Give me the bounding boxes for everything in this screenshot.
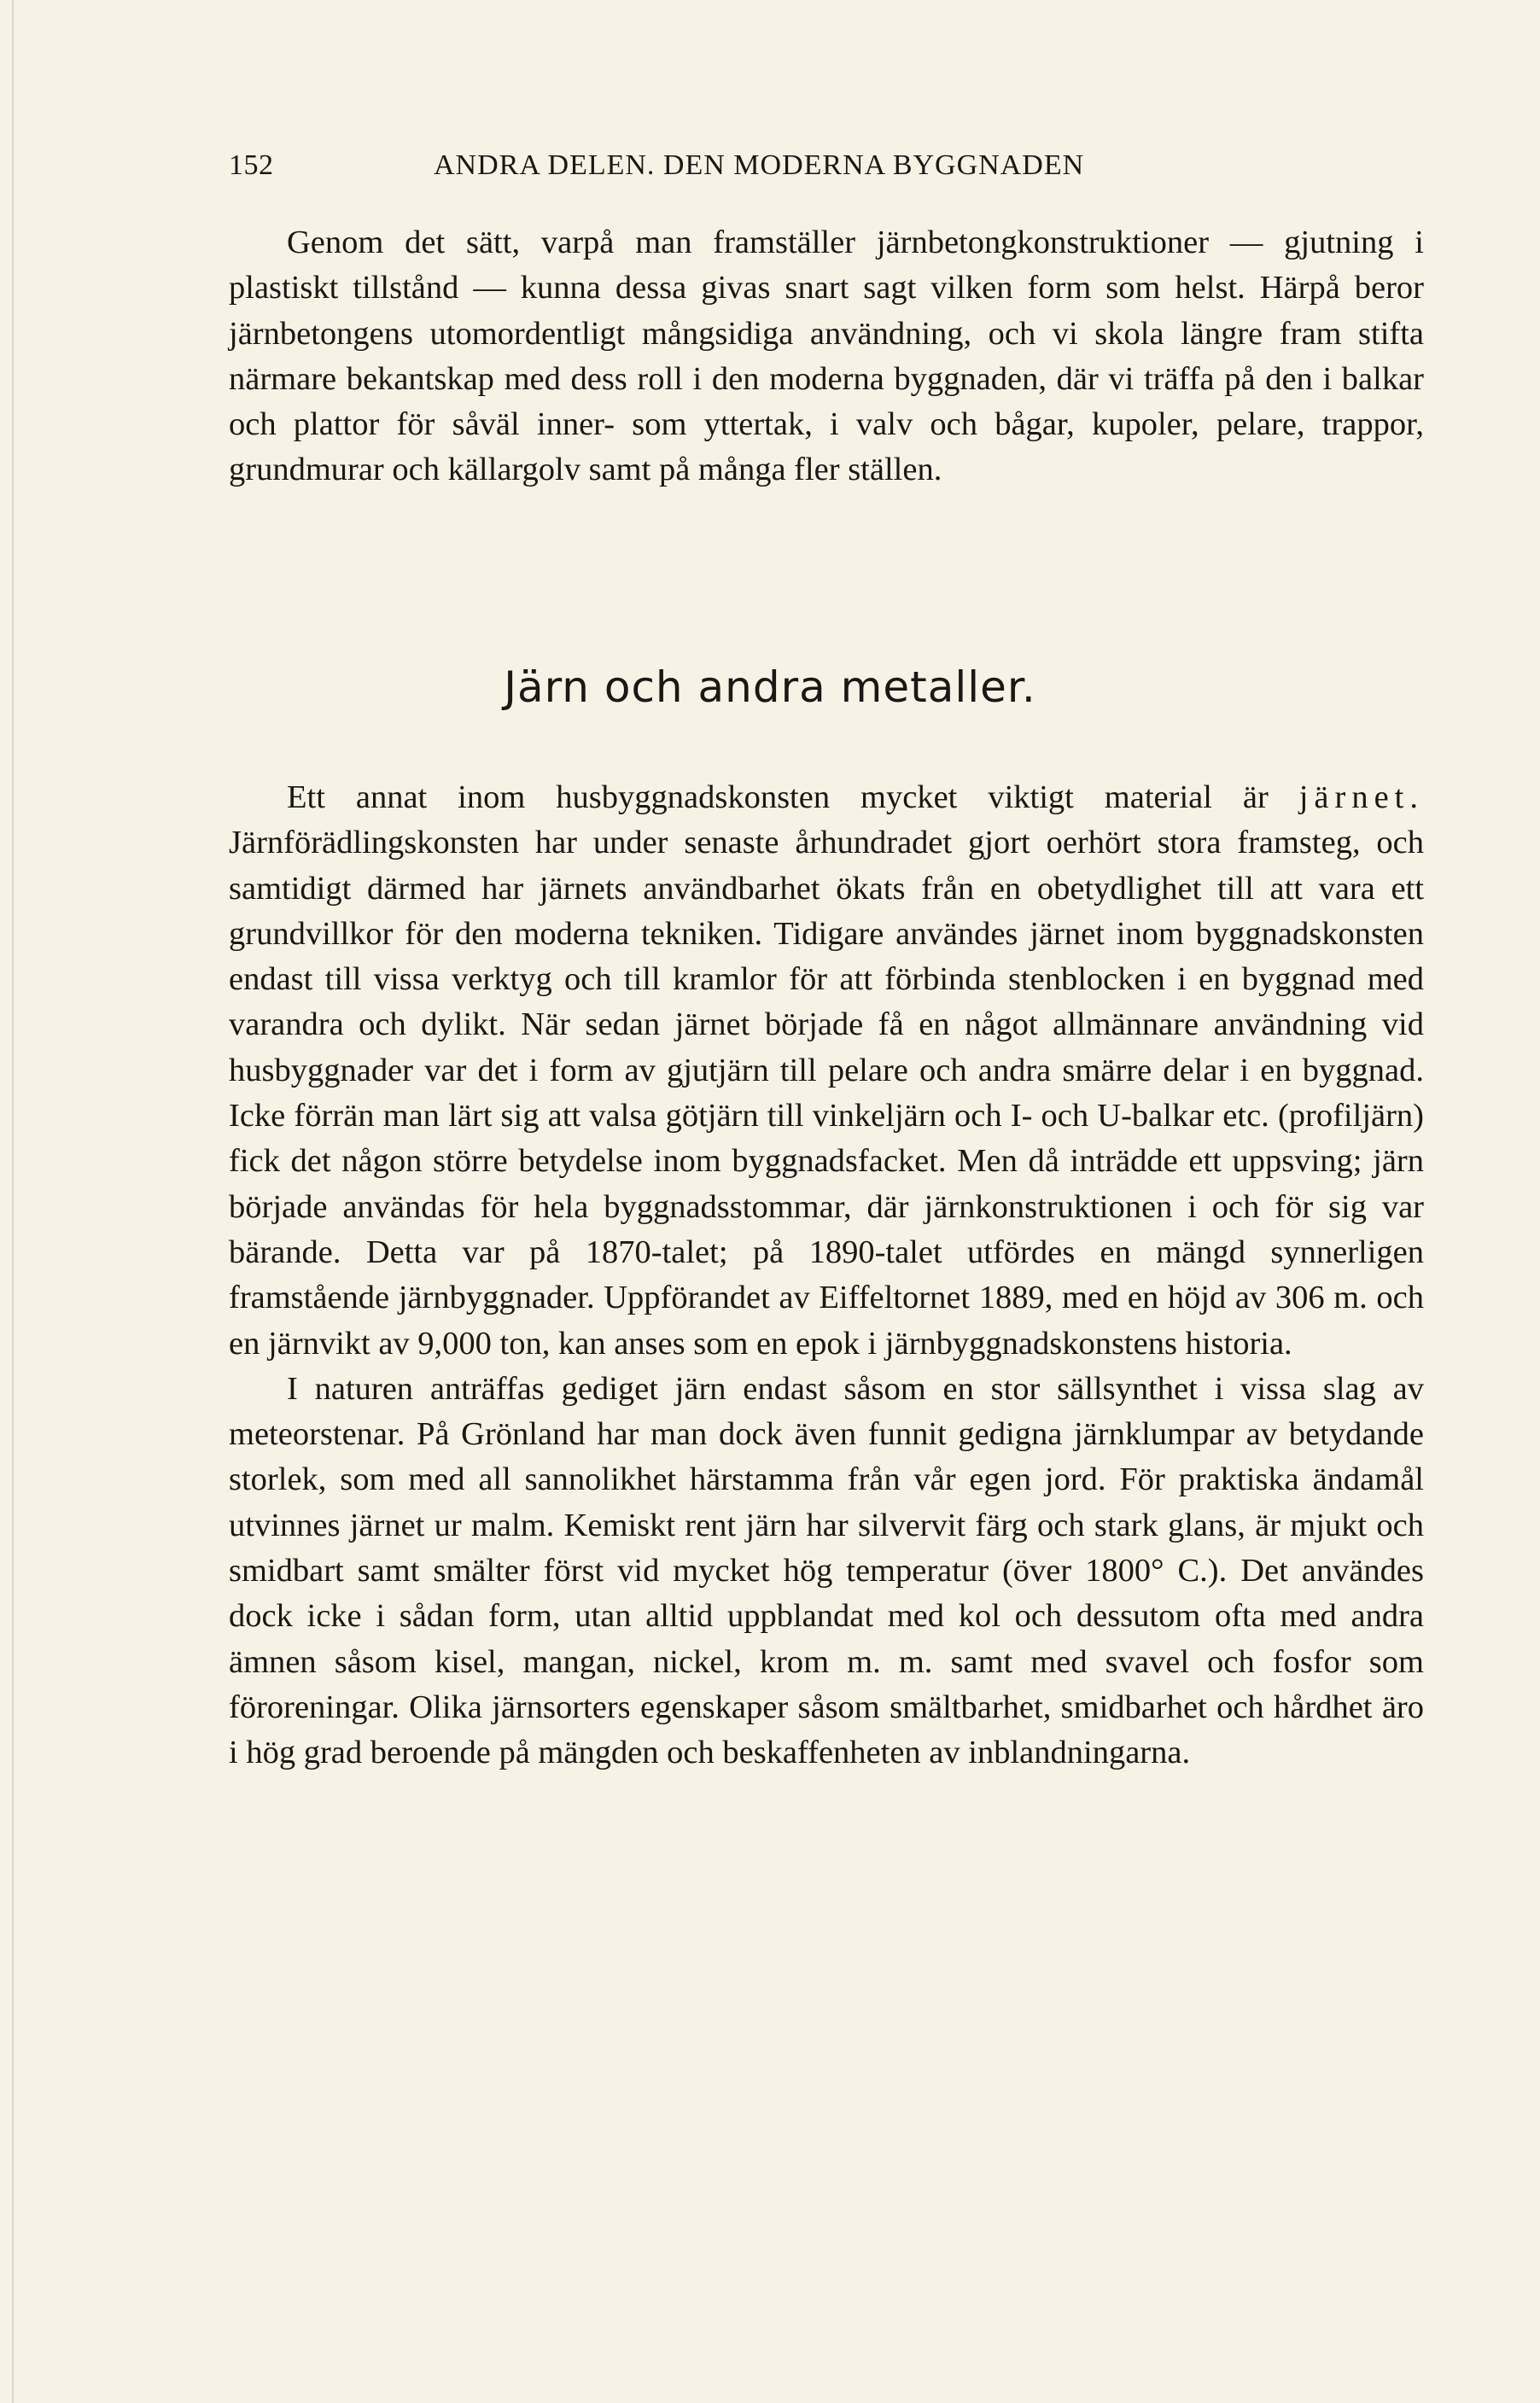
paragraph-lead: Ett annat inom husbyggnadskonsten mycket viktigt material är (287, 779, 1269, 815)
page-number: 152 (229, 149, 274, 181)
intro-paragraph: Genom det sätt, varpå man framställer järnbetongkonstruktioner — gjutning i plastiskt tillstånd — kunna dessa givas snart sagt vilken form som helst. Härpå beror järnbetongens utomordentligt mångsidiga användning, och vi skola längre fram stifta närmare bekantskap med dess roll i den moderna byggnaden, där vi träffa på den i balkar och plattor för såväl inner- som yttertak, i valv och bågar, kupoler, pelare, trappor, grundmurar och källargolv samt på många fler ställen. (229, 225, 1424, 488)
paragraph-rest: Järnförädlingskonsten har under senaste århundradet gjort oerhört stora framsteg, och samtidigt därmed har järnets användbarhet ökats från en obetydlighet till att vara ett grundvillkor för den moderna tekniken. Tidigare användes järnet inom byggnadskonsten endast till vissa verktyg och till kramlor för att förbinda stenblocken i en byggnad med varandra och dylikt. När sedan järnet började få en något allmännare användning vid husbyggnader var det i form av gjutjärn till pelare och andra smärre delar i en byggnad. Icke förrän man lärt sig att valsa götjärn till vinkeljärn och I- och U-balkar etc. (profiljärn) fick det någon större betydelse inom byggnadsfacket. Men då inträdde ett uppsving; järn började användas för hela byggnadsstommar, där järnkonstruktionen i och för sig var bärande. Detta var på 1870-talet; på 1890-talet utfördes en mängd synnerligen framstående järnbyggnader. Uppförandet av Eiffeltornet 1889, med en höjd av 306 m. och en järnvikt av 9,000 ton, kan anses som en epok i järnbyggnadskonstens historia. (229, 825, 1424, 1362)
emphasized-term: järnet. (1298, 779, 1424, 815)
section-heading: Järn och andra metaller. (504, 662, 1036, 712)
section-paragraph-1 (229, 775, 1424, 1367)
page-edge (12, 0, 14, 2403)
running-title: ANDRA DELEN. DEN MODERNA BYGGNADEN (434, 149, 1085, 181)
running-header (229, 149, 1253, 190)
section-paragraph-2: I naturen anträffas gediget järn endast såsom en stor sällsynthet i vissa slag av meteorstenar. På Grönland har man dock även funnit gedigna järnklumpar av betydande storlek, som med all sannolikhet härstamma från vår egen jord. För praktiska ändamål utvinnes järnet ur malm. Kemiskt rent järn har silvervit färg och stark glans, är mjukt och smidbart samt smälter först vid mycket hög temperatur (över 1800° C.). Det användes dock icke i sådan form, utan alltid uppblandat med kol och dessutom ofta med andra ämnen såsom kisel, mangan, nickel, krom m. m. samt med svavel och fosfor som föroreningar. Olika järnsorters egenskaper såsom smältbarhet, smidbarhet och hårdhet äro i hög grad beroende på mängden och beskaffenheten av inblandningarna. (229, 1370, 1424, 1771)
section-text-block (229, 775, 1424, 1776)
intro-text-block (229, 220, 1424, 493)
